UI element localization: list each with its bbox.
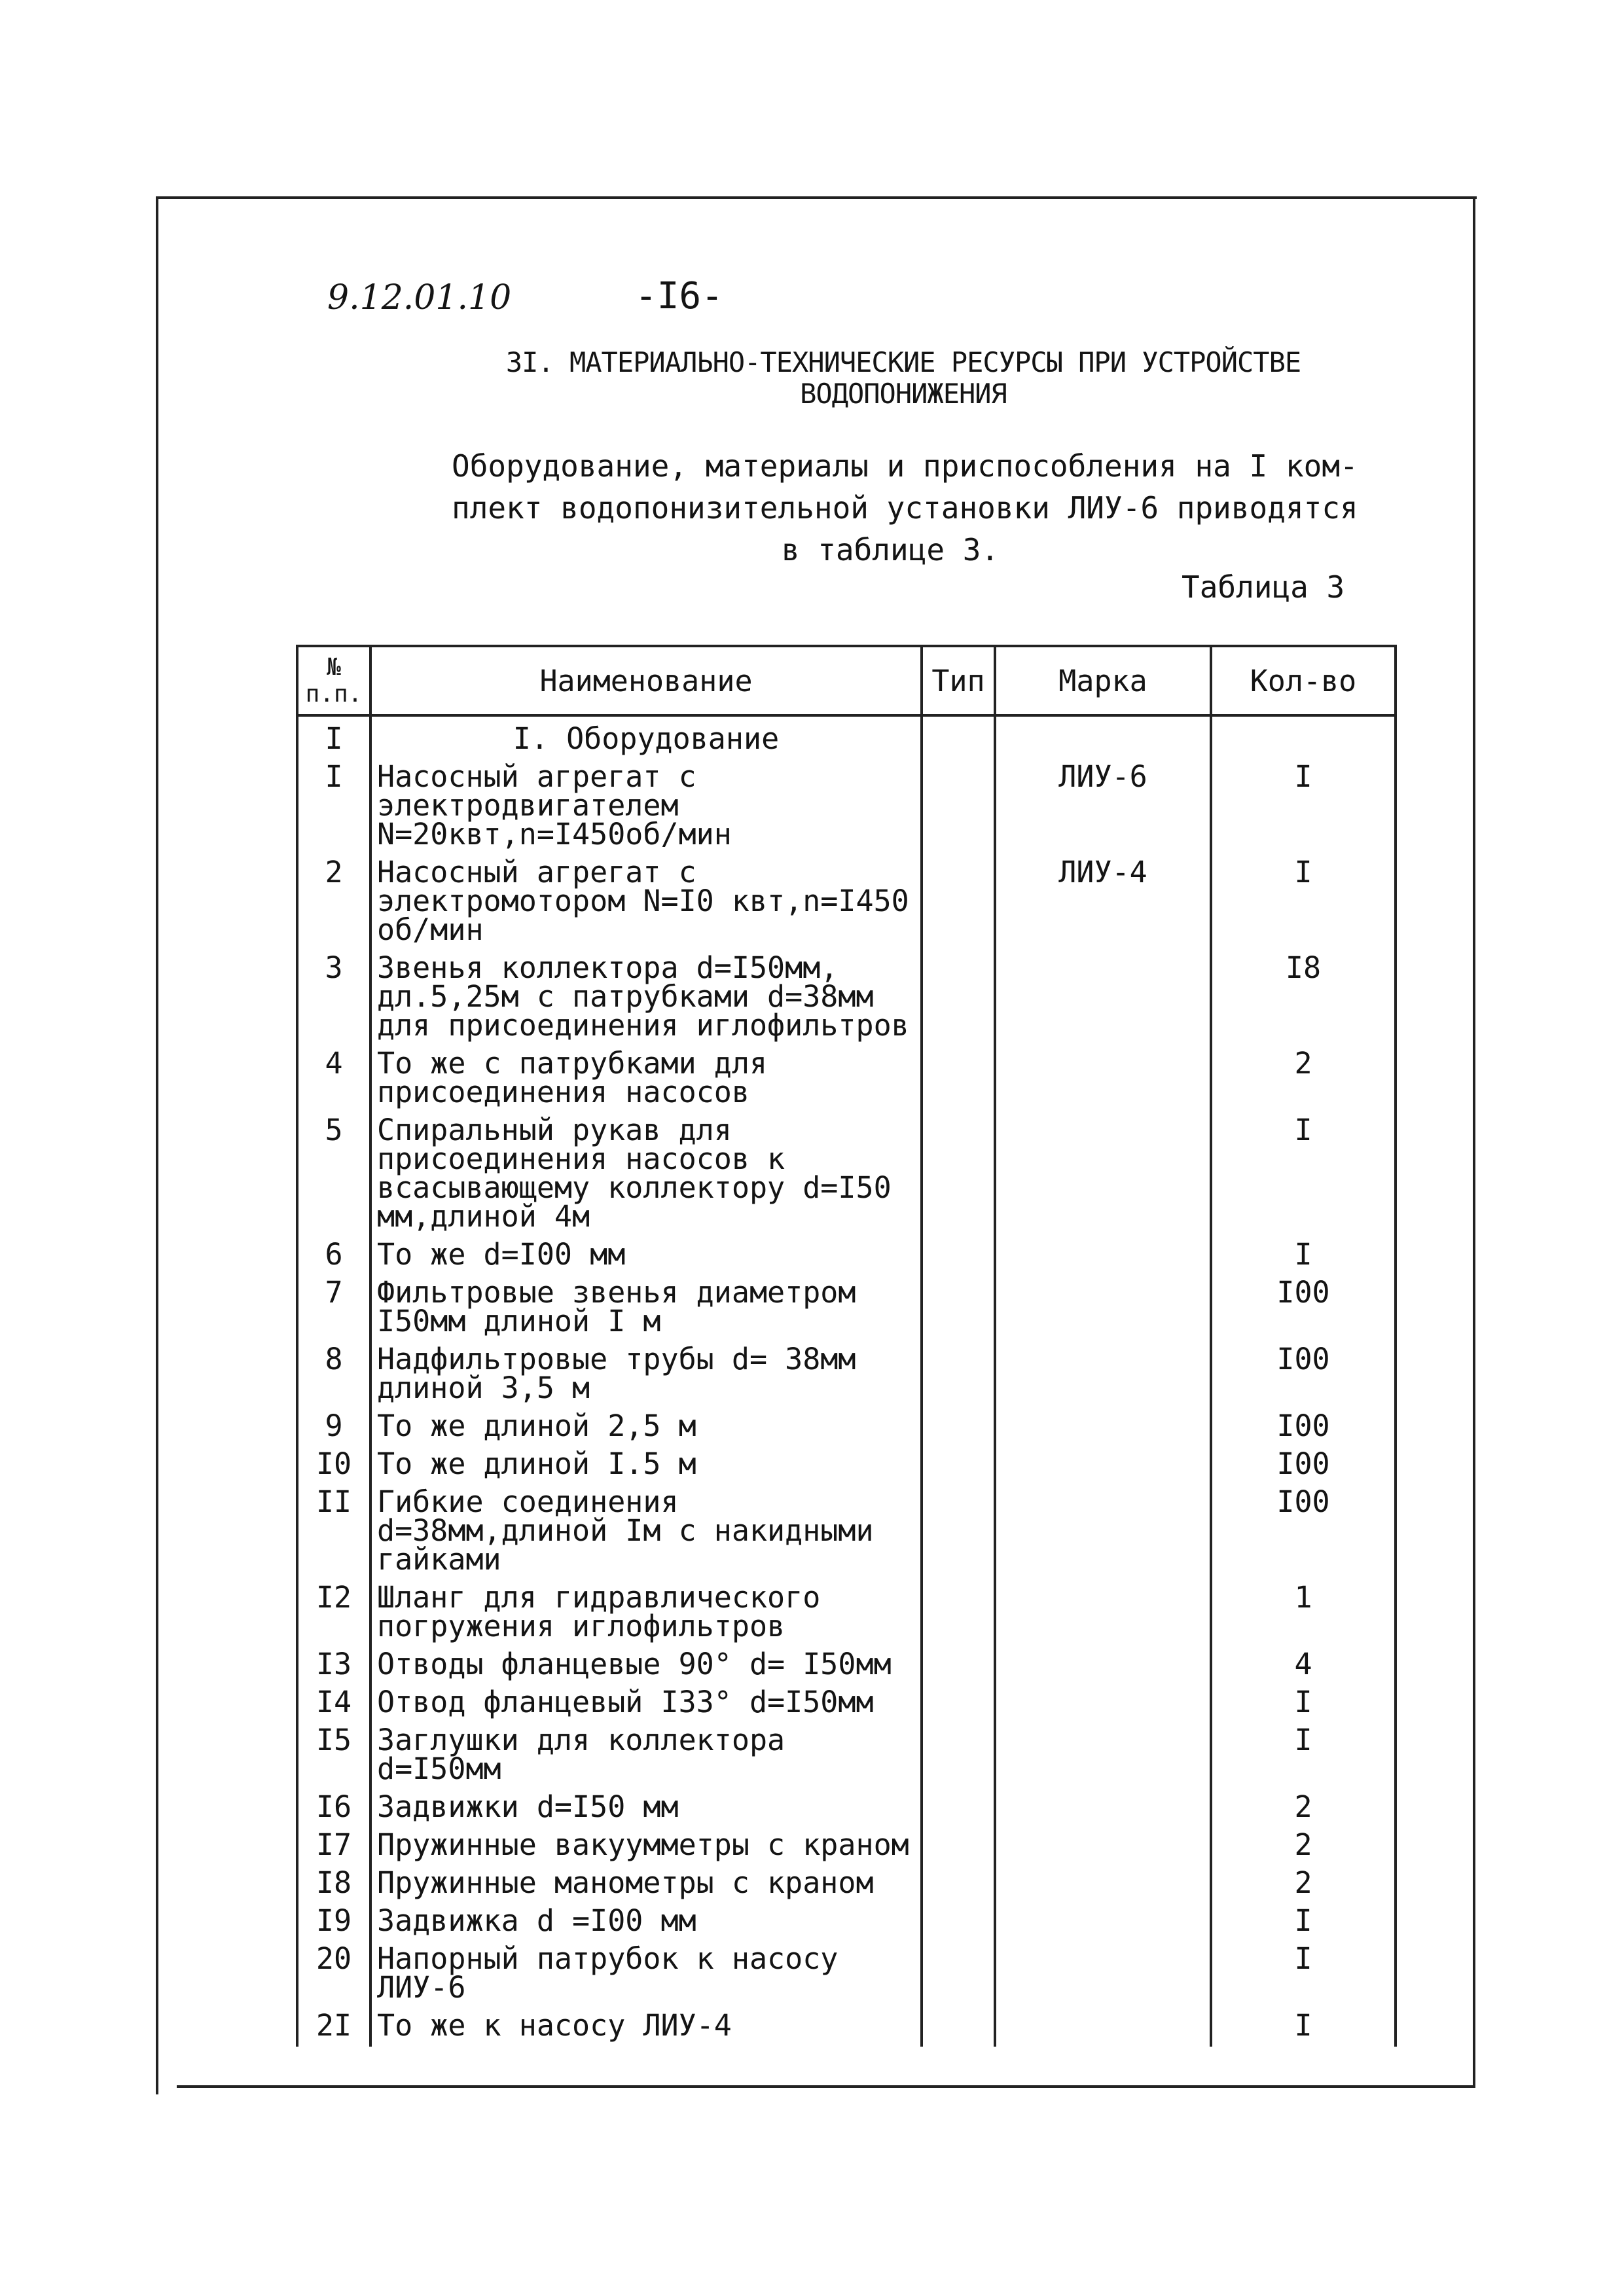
row-qty: I00 bbox=[1211, 1447, 1396, 1485]
row-type bbox=[922, 1485, 995, 1581]
row-name: То же d=I00 мм bbox=[370, 1238, 922, 1276]
header-qty: Кол-во bbox=[1211, 646, 1396, 715]
row-name: То же к насосу ЛИУ-4 bbox=[370, 2009, 922, 2047]
row-no: 2I bbox=[297, 2009, 370, 2047]
row-type bbox=[922, 1723, 995, 1790]
row-no: 20 bbox=[297, 1942, 370, 2009]
row-marka bbox=[995, 951, 1211, 1047]
header-name: Наименование bbox=[370, 646, 922, 715]
row-marka bbox=[995, 1904, 1211, 1942]
row-type bbox=[922, 1790, 995, 1828]
row-name: Отвод фланцевый I33° d=I50мм bbox=[370, 1685, 922, 1723]
header-marka: Марка bbox=[995, 646, 1211, 715]
table-row bbox=[297, 1447, 1396, 1485]
table-row bbox=[297, 1647, 1396, 1685]
page-frame-left bbox=[156, 196, 158, 2094]
section-qty-cell bbox=[1211, 715, 1396, 760]
row-type bbox=[922, 1581, 995, 1647]
row-type bbox=[922, 1447, 995, 1485]
row-type bbox=[922, 951, 995, 1047]
row-no: I5 bbox=[297, 1723, 370, 1790]
header-type: Тип bbox=[922, 646, 995, 715]
row-qty: 2 bbox=[1211, 1047, 1396, 1113]
table-row bbox=[297, 1485, 1396, 1581]
row-no: I9 bbox=[297, 1904, 370, 1942]
row-marka: ЛИУ-6 bbox=[995, 760, 1211, 855]
row-name: Фильтровые звенья диаметром I50мм длиной I м bbox=[370, 1276, 922, 1342]
row-type bbox=[922, 1685, 995, 1723]
table-row bbox=[297, 760, 1396, 855]
row-name: Заглушки для коллектора d=I50мм bbox=[370, 1723, 922, 1790]
row-name: Насосный агрегат с электромотором N=I0 квт,n=I450 об/мин bbox=[370, 855, 922, 951]
row-type bbox=[922, 760, 995, 855]
row-qty: 2 bbox=[1211, 1866, 1396, 1904]
row-qty: 2 bbox=[1211, 1790, 1396, 1828]
section-title: 3I. МАТЕРИАЛЬНО-ТЕХНИЧЕСКИЕ РЕСУРСЫ ПРИ УСТРОЙСТВЕ ВОДОПОНИЖЕНИЯ bbox=[505, 346, 1301, 410]
row-qty: I00 bbox=[1211, 1276, 1396, 1342]
row-qty: I00 bbox=[1211, 1342, 1396, 1409]
row-qty: I bbox=[1211, 2009, 1396, 2047]
row-no: 8 bbox=[297, 1342, 370, 1409]
intro-line-2: плект водопонизительной установки ЛИУ-6 приводятся bbox=[452, 490, 1358, 526]
table-row bbox=[297, 1047, 1396, 1113]
intro-line-1: Оборудование, материалы и приспособления на I ком- bbox=[452, 448, 1358, 484]
row-marka: ЛИУ-4 bbox=[995, 855, 1211, 951]
row-marka bbox=[995, 1276, 1211, 1342]
row-name: Задвижка d =I00 мм bbox=[370, 1904, 922, 1942]
row-qty: I bbox=[1211, 855, 1396, 951]
row-marka bbox=[995, 1447, 1211, 1485]
row-type bbox=[922, 2009, 995, 2047]
row-name: То же с патрубками для присоединения насосов bbox=[370, 1047, 922, 1113]
row-name: Напорный патрубок к насосу ЛИУ-6 bbox=[370, 1942, 922, 2009]
row-type bbox=[922, 1238, 995, 1276]
intro-paragraph bbox=[452, 445, 1358, 571]
row-no: I0 bbox=[297, 1447, 370, 1485]
row-type bbox=[922, 1904, 995, 1942]
table-row bbox=[297, 1942, 1396, 2009]
row-marka bbox=[995, 1238, 1211, 1276]
row-marka bbox=[995, 1790, 1211, 1828]
row-no: 5 bbox=[297, 1113, 370, 1238]
row-name: Звенья коллектора d=I50мм, дл.5,25м с патрубками d=38мм для присоединения иглофильтров bbox=[370, 951, 922, 1047]
table-row bbox=[297, 1828, 1396, 1866]
row-type bbox=[922, 1647, 995, 1685]
table-row bbox=[297, 1723, 1396, 1790]
table-row bbox=[297, 855, 1396, 951]
row-qty: I bbox=[1211, 1942, 1396, 2009]
row-type bbox=[922, 1113, 995, 1238]
row-marka bbox=[995, 1485, 1211, 1581]
table-row bbox=[297, 1904, 1396, 1942]
row-marka bbox=[995, 1685, 1211, 1723]
row-no: 7 bbox=[297, 1276, 370, 1342]
row-marka bbox=[995, 1113, 1211, 1238]
row-no: 9 bbox=[297, 1409, 370, 1447]
section-label: I. Оборудование bbox=[370, 715, 922, 760]
row-no: I4 bbox=[297, 1685, 370, 1723]
page-number: -I6- bbox=[635, 275, 723, 317]
section-row bbox=[297, 715, 1396, 760]
document-code: 9.12.01.10 bbox=[327, 278, 512, 317]
row-marka bbox=[995, 1342, 1211, 1409]
table-row bbox=[297, 1581, 1396, 1647]
row-no: I bbox=[297, 760, 370, 855]
resources-table bbox=[296, 645, 1397, 2047]
row-type bbox=[922, 1409, 995, 1447]
row-type bbox=[922, 1047, 995, 1113]
row-qty: I bbox=[1211, 1904, 1396, 1942]
row-marka bbox=[995, 1047, 1211, 1113]
row-name: Гибкие соединения d=38мм,длиной Iм с накидными гайками bbox=[370, 1485, 922, 1581]
row-no: I6 bbox=[297, 1790, 370, 1828]
section-type-cell bbox=[922, 715, 995, 760]
row-qty: 1 bbox=[1211, 1581, 1396, 1647]
table-row bbox=[297, 1790, 1396, 1828]
row-qty: I00 bbox=[1211, 1485, 1396, 1581]
table-row bbox=[297, 1276, 1396, 1342]
row-type bbox=[922, 855, 995, 951]
row-qty: I bbox=[1211, 1238, 1396, 1276]
row-no: 6 bbox=[297, 1238, 370, 1276]
row-qty: I8 bbox=[1211, 951, 1396, 1047]
section-marka-cell bbox=[995, 715, 1211, 760]
table-row bbox=[297, 1238, 1396, 1276]
row-qty: 2 bbox=[1211, 1828, 1396, 1866]
table-row bbox=[297, 1409, 1396, 1447]
row-no: I8 bbox=[297, 1866, 370, 1904]
row-no: I3 bbox=[297, 1647, 370, 1685]
row-qty: I bbox=[1211, 1113, 1396, 1238]
row-marka bbox=[995, 1647, 1211, 1685]
row-type bbox=[922, 1342, 995, 1409]
row-name: Надфильтровые трубы d= 38мм длиной 3,5 м bbox=[370, 1342, 922, 1409]
row-marka bbox=[995, 1581, 1211, 1647]
table-header-row bbox=[297, 646, 1396, 715]
table-row bbox=[297, 1342, 1396, 1409]
table-caption: Таблица 3 bbox=[1182, 569, 1345, 605]
row-type bbox=[922, 1866, 995, 1904]
table-row bbox=[297, 1685, 1396, 1723]
row-marka bbox=[995, 1942, 1211, 2009]
row-type bbox=[922, 1942, 995, 2009]
section-no: I bbox=[297, 715, 370, 760]
row-marka bbox=[995, 1409, 1211, 1447]
row-name: Насосный агрегат с электродвигателем N=20квт,n=I450об/мин bbox=[370, 760, 922, 855]
row-name: То же длиной 2,5 м bbox=[370, 1409, 922, 1447]
row-name: То же длиной I.5 м bbox=[370, 1447, 922, 1485]
row-name: Задвижки d=I50 мм bbox=[370, 1790, 922, 1828]
row-name: Шланг для гидравлического погружения иглофильтров bbox=[370, 1581, 922, 1647]
intro-line-3: в таблице 3. bbox=[781, 532, 1000, 567]
table-row bbox=[297, 1866, 1396, 1904]
table-row bbox=[297, 1113, 1396, 1238]
header-no: № п.п. bbox=[297, 646, 370, 715]
row-no: 3 bbox=[297, 951, 370, 1047]
row-no: I7 bbox=[297, 1828, 370, 1866]
row-no: 4 bbox=[297, 1047, 370, 1113]
row-name: Пружинные вакуумметры с краном bbox=[370, 1828, 922, 1866]
row-type bbox=[922, 1828, 995, 1866]
row-marka bbox=[995, 1866, 1211, 1904]
row-marka bbox=[995, 2009, 1211, 2047]
row-name: Спиральный рукав для присоединения насосов к всасывающему коллектору d=I50 мм,длиной 4м bbox=[370, 1113, 922, 1238]
page-frame-bottom bbox=[177, 2085, 1474, 2088]
table-row bbox=[297, 951, 1396, 1047]
page-frame-top bbox=[156, 196, 1477, 199]
row-name: Отводы фланцевые 90° d= I50мм bbox=[370, 1647, 922, 1685]
row-no: II bbox=[297, 1485, 370, 1581]
row-qty: I bbox=[1211, 760, 1396, 855]
row-name: Пружинные манометры с краном bbox=[370, 1866, 922, 1904]
row-marka bbox=[995, 1828, 1211, 1866]
row-no: I2 bbox=[297, 1581, 370, 1647]
row-qty: 4 bbox=[1211, 1647, 1396, 1685]
row-type bbox=[922, 1276, 995, 1342]
row-qty: I00 bbox=[1211, 1409, 1396, 1447]
page-frame-right bbox=[1473, 196, 1475, 2088]
row-qty: I bbox=[1211, 1685, 1396, 1723]
row-qty: I bbox=[1211, 1723, 1396, 1790]
row-marka bbox=[995, 1723, 1211, 1790]
table-row bbox=[297, 2009, 1396, 2047]
row-no: 2 bbox=[297, 855, 370, 951]
